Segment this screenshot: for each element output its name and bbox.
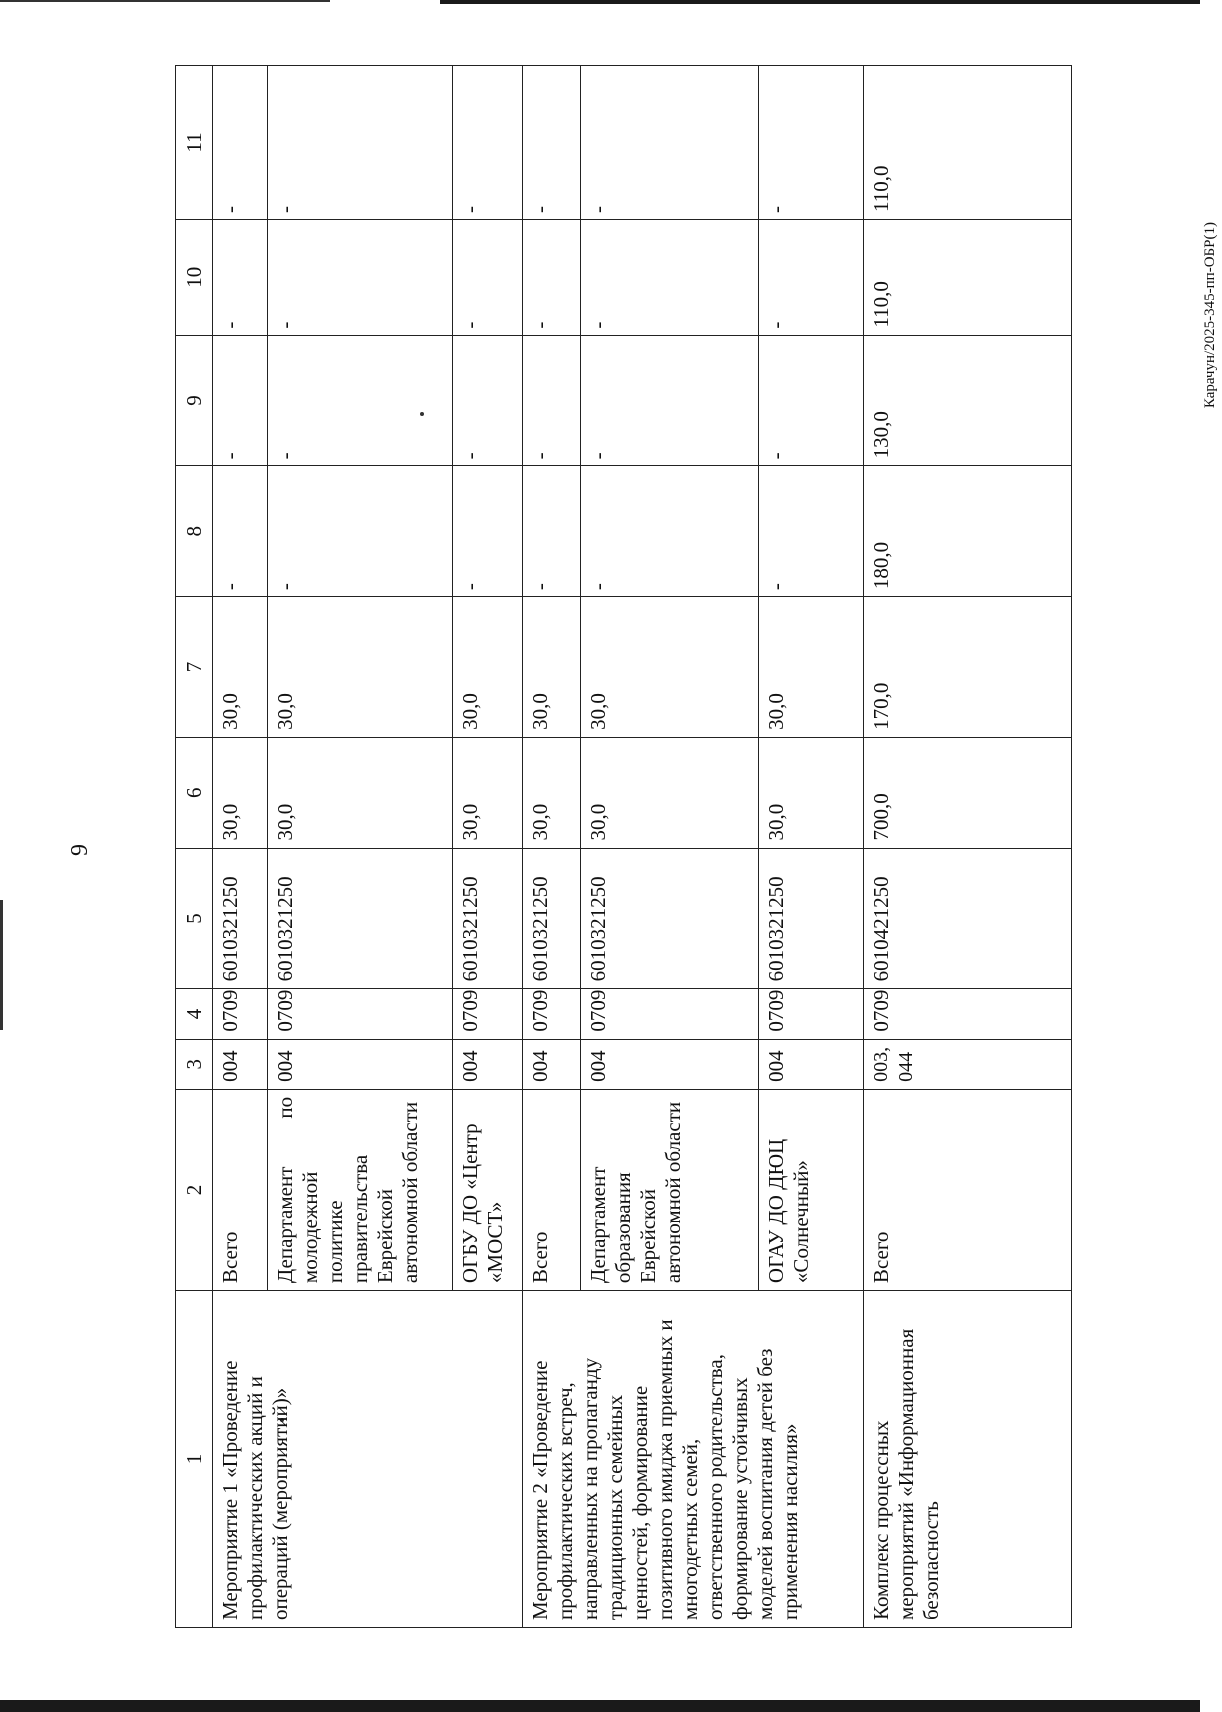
value-cell: 30,0 xyxy=(523,597,581,738)
value-cell: 30,0 xyxy=(213,597,268,738)
value-cell: 30,0 xyxy=(213,737,268,848)
scan-edge-left xyxy=(0,900,3,1030)
code-cell: 6010321250 xyxy=(268,848,453,989)
column-header: 2 xyxy=(176,1089,213,1290)
executor-cell: Департамент образования Еврейской автономной области xyxy=(581,1089,759,1290)
code-cell: 003, 044 xyxy=(864,1039,1072,1089)
code-cell: 0709 xyxy=(453,989,523,1039)
budget-table xyxy=(175,65,1072,1628)
value-cell: - xyxy=(759,66,864,220)
value-cell: - xyxy=(453,335,523,466)
value-cell: 30,0 xyxy=(268,597,453,738)
code-cell: 0709 xyxy=(864,989,1072,1039)
value-cell: - xyxy=(523,219,581,335)
value-cell: - xyxy=(268,466,453,597)
column-header: 11 xyxy=(176,66,213,220)
code-cell: 6010321250 xyxy=(523,848,581,989)
value-cell: - xyxy=(759,335,864,466)
value-cell: 700,0 xyxy=(864,737,1072,848)
code-cell: 0709 xyxy=(581,989,759,1039)
value-cell: - xyxy=(581,466,759,597)
value-cell: - xyxy=(213,466,268,597)
code-cell: 0709 xyxy=(759,989,864,1039)
executor-cell: Департамент по молодежной политике правительства Еврейской автономной области xyxy=(268,1089,453,1290)
code-cell: 004 xyxy=(268,1039,453,1089)
scan-edge-top xyxy=(440,0,1200,4)
code-cell: 6010321250 xyxy=(213,848,268,989)
page-number: 9 xyxy=(67,844,93,856)
table-row xyxy=(523,66,581,1628)
measure-name: Мероприятие 1 «Проведение профилактических акций и операций (мероприятий)» xyxy=(213,1291,523,1628)
table-row xyxy=(864,66,1072,1628)
executor-cell: ОГБУ ДО «Центр «МОСТ» xyxy=(453,1089,523,1290)
executor-cell: Всего xyxy=(523,1089,581,1290)
code-cell: 6010321250 xyxy=(453,848,523,989)
value-cell: - xyxy=(453,219,523,335)
scan-edge-bottom xyxy=(0,1700,1200,1712)
value-cell: - xyxy=(523,466,581,597)
value-cell: - xyxy=(581,335,759,466)
value-cell: 30,0 xyxy=(759,737,864,848)
value-cell: - xyxy=(268,335,453,466)
code-cell: 004 xyxy=(523,1039,581,1089)
value-cell: - xyxy=(523,335,581,466)
code-cell: 0709 xyxy=(268,989,453,1039)
measure-name: Мероприятие 2 «Проведение профилактических встреч, направленных на пропаганду традиционных семейных ценностей, формирование позитивного имиджа приемных и многодетных семей, ответственного родительства, формирование устойчивых моделей воспитания детей без применения насилия» xyxy=(523,1291,864,1628)
column-header: 9 xyxy=(176,335,213,466)
code-cell: 6010421250 xyxy=(864,848,1072,989)
code-cell: 6010321250 xyxy=(759,848,864,989)
code-cell: 004 xyxy=(581,1039,759,1089)
code-cell: 0709 xyxy=(213,989,268,1039)
value-cell: 170,0 xyxy=(864,597,1072,738)
value-cell: - xyxy=(213,219,268,335)
value-cell: - xyxy=(213,335,268,466)
measure-name: Комплекс процессных мероприятий «Информационная безопасность xyxy=(864,1291,1072,1628)
scan-edge-top-left xyxy=(0,0,330,2)
column-header: 6 xyxy=(176,737,213,848)
value-cell: - xyxy=(453,66,523,220)
executor-cell: ОГАУ ДО ДЮЦ «Солнечный» xyxy=(759,1089,864,1290)
value-cell: 110,0 xyxy=(864,66,1072,220)
table-header-row xyxy=(176,66,213,1628)
value-cell: 180,0 xyxy=(864,466,1072,597)
value-cell: 30,0 xyxy=(523,737,581,848)
value-cell: 30,0 xyxy=(581,737,759,848)
value-cell: 30,0 xyxy=(453,737,523,848)
value-cell: - xyxy=(581,66,759,220)
value-cell: 30,0 xyxy=(453,597,523,738)
value-cell: 130,0 xyxy=(864,335,1072,466)
executor-cell: Всего xyxy=(864,1089,1072,1290)
value-cell: 30,0 xyxy=(268,737,453,848)
executor-cell: Всего xyxy=(213,1089,268,1290)
code-cell: 004 xyxy=(453,1039,523,1089)
value-cell: - xyxy=(213,66,268,220)
value-cell: - xyxy=(453,466,523,597)
code-cell: 6010321250 xyxy=(581,848,759,989)
value-cell: - xyxy=(523,66,581,220)
column-header: 1 xyxy=(176,1291,213,1628)
code-cell: 004 xyxy=(759,1039,864,1089)
budget-table-wrapper xyxy=(175,65,1072,1628)
code-cell: 004 xyxy=(213,1039,268,1089)
document-footer-code: Карачун/2025-345-пп-ОБР(1) xyxy=(1202,222,1218,409)
table-row xyxy=(213,66,268,1628)
column-header: 8 xyxy=(176,466,213,597)
value-cell: 30,0 xyxy=(581,597,759,738)
value-cell: 30,0 xyxy=(759,597,864,738)
code-cell: 0709 xyxy=(523,989,581,1039)
value-cell: - xyxy=(268,66,453,220)
value-cell: - xyxy=(268,219,453,335)
column-header: 10 xyxy=(176,219,213,335)
column-header: 3 xyxy=(176,1039,213,1089)
column-header: 4 xyxy=(176,989,213,1039)
value-cell: 110,0 xyxy=(864,219,1072,335)
value-cell: - xyxy=(759,219,864,335)
value-cell: - xyxy=(759,466,864,597)
column-header: 7 xyxy=(176,597,213,738)
column-header: 5 xyxy=(176,848,213,989)
value-cell: - xyxy=(581,219,759,335)
